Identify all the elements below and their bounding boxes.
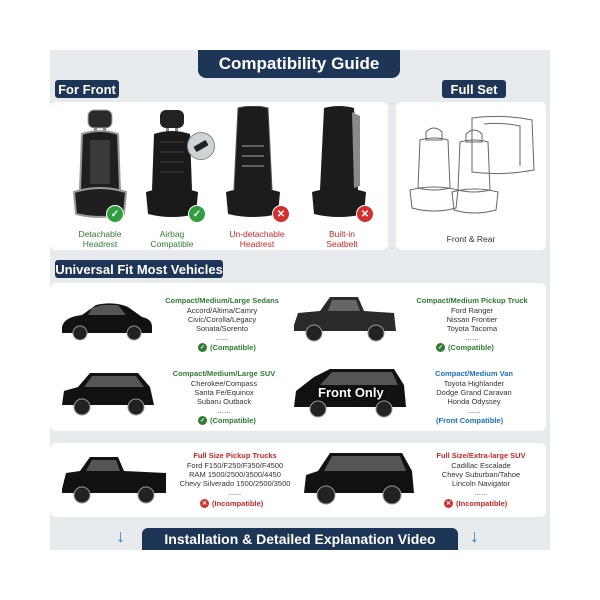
category-title: Compact/Medium/Large Sedans — [165, 296, 279, 305]
seat-label-builtin-seatbelt: Built-in Seatbelt — [326, 229, 358, 249]
compatibility-guide-graphic — [50, 50, 550, 550]
status-badge: ✓ (Compatible) — [437, 343, 494, 352]
compatible-vehicles-panel — [50, 283, 546, 431]
status-badge: ✕ (Incompatible) — [201, 499, 264, 508]
cross-icon: ✕ — [445, 501, 452, 507]
check-icon: ✓ — [199, 345, 206, 351]
check-icon: ✓ — [188, 205, 206, 223]
full-set-seats-outline — [402, 110, 540, 220]
down-arrow-icon: ↓ — [470, 526, 479, 546]
check-icon: ✓ — [437, 345, 444, 351]
full-size-suv-image — [300, 447, 418, 513]
check-icon: ✓ — [199, 418, 206, 424]
category-title: Full Size/Extra-large SUV — [436, 451, 526, 460]
status-badge: ✓ (Compatible) — [199, 416, 256, 425]
down-arrow-icon: ↓ — [116, 526, 125, 546]
universal-fit-tag: Universal Fit Most Vehicles — [55, 261, 223, 277]
airbag-label-zoom-icon — [187, 132, 215, 160]
cross-icon: ✕ — [272, 205, 290, 223]
category-title: Full Size Pickup Trucks — [193, 451, 277, 460]
cross-icon: ✕ — [201, 501, 208, 507]
seat-label-undetachable: Un-detachable Headrest — [229, 229, 285, 249]
pickup-truck-image — [290, 289, 400, 351]
full-set-tag: Full Set — [442, 80, 506, 98]
full-set-panel — [396, 102, 546, 250]
sedan-car-image — [58, 295, 154, 345]
installation-video-banner[interactable]: Installation & Detailed Explanation Video — [142, 528, 458, 550]
full-set-caption: Front & Rear — [446, 234, 496, 244]
front-only-overlay: Front Only — [318, 385, 384, 400]
category-models: Toyota Highlander Dodge Grand Caravan Honda Odyssey ...... — [436, 379, 512, 415]
category-models: Cherokee/Compass Santa Fe/Equinox Subaru Outback ...... — [190, 379, 258, 415]
full-size-pickup-image — [58, 451, 170, 511]
status-badge: ✕ (Incompatible) — [445, 499, 508, 508]
category-title: Compact/Medium Pickup Truck — [416, 296, 528, 305]
status-badge: ✓ (Compatible) — [199, 343, 256, 352]
seat-label-airbag: Airbag Compatible — [150, 229, 194, 249]
incompatible-vehicles-panel — [50, 443, 546, 517]
cross-icon: ✕ — [356, 205, 374, 223]
category-models: Accord/Altima/Camry Civic/Corolla/Legacy Sonata/Sorento ...... — [186, 306, 258, 342]
category-title: Compact/Medium/Large SUV — [172, 369, 276, 378]
check-icon: ✓ — [106, 205, 124, 223]
page-title: Compatibility Guide — [198, 50, 400, 78]
status-badge: (Front Compatible) — [436, 416, 504, 425]
category-models: Ford Ranger Nissan Frontier Toyota Tacoma ...... — [446, 306, 498, 342]
category-models: Ford F150/F250/F350/F4500 RAM 1500/2500/3500/4450 Chevy Silverado 1500/2500/3500 ...... — [179, 461, 291, 497]
category-title: Compact/Medium Van — [435, 369, 513, 378]
front-seats-panel — [50, 102, 388, 250]
seat-label-detachable: Detachable Headrest — [78, 229, 122, 249]
for-front-tag: For Front — [55, 80, 119, 98]
suv-car-image — [58, 365, 158, 423]
category-models: Cadillac Escalade Chevy Suburban/Tahoe Lincoln Navigator ...... — [441, 461, 521, 497]
